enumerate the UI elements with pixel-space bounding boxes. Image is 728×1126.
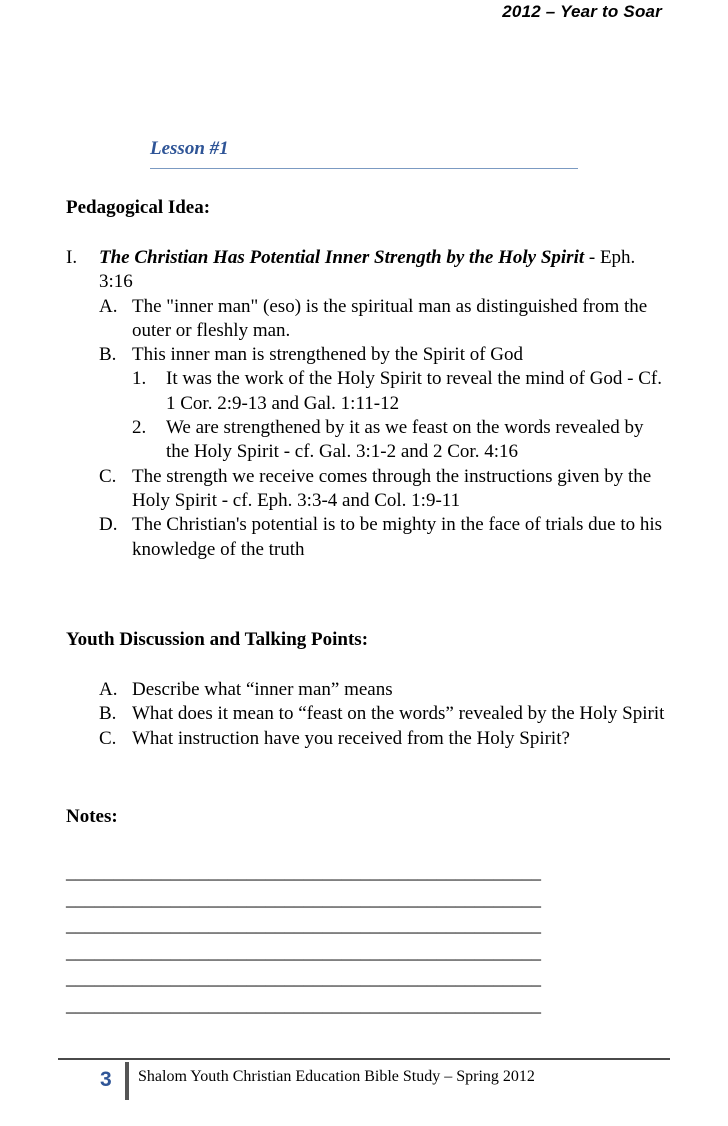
- outline-text: The strength we receive comes through the instructions given by the Holy Spirit - cf. Eph. 3:3-4 and Col. 1:9-11: [132, 465, 652, 511]
- outline-item-c: [66, 465, 666, 514]
- notes-lines: [66, 860, 541, 1020]
- discussion-list: [66, 678, 666, 751]
- discussion-item-a: [66, 678, 666, 702]
- outline-marker: B.: [99, 344, 117, 366]
- footer-divider: [58, 1058, 670, 1060]
- point-i: [66, 246, 666, 295]
- note-line: __________________________________________________: [66, 915, 541, 937]
- running-header: 2012 – Year to Soar: [502, 2, 662, 21]
- footer-separator: [125, 1062, 129, 1100]
- outline-marker: A.: [99, 295, 118, 317]
- outline-text: We are strengthened by it as we feast on the words revealed by the Holy Spirit - cf. Gal. 3:1-2 and 2 Cor. 4:16: [166, 417, 644, 463]
- outline-text: Describe what “inner man” means: [132, 679, 393, 700]
- outline-marker: C.: [99, 465, 117, 487]
- discussion-heading: Youth Discussion and Talking Points:: [66, 629, 369, 650]
- note-line: __________________________________________________: [66, 968, 541, 990]
- pedagogical-heading: Pedagogical Idea:: [66, 197, 211, 218]
- discussion-item-b: [66, 702, 666, 726]
- outline-item-b: [66, 343, 666, 367]
- outline-marker: 1.: [132, 368, 147, 390]
- outline-marker: A.: [99, 679, 118, 700]
- note-line: __________________________________________________: [66, 994, 541, 1016]
- note-line: __________________________________________________: [66, 862, 541, 883]
- outline-text: The "inner man" (eso) is the spiritual man as distinguished from the outer or fleshly man.: [132, 295, 648, 341]
- point-i-reference: - Eph. 3:16: [99, 247, 636, 293]
- point-i-marker: I.: [66, 247, 78, 268]
- outline-marker: D.: [99, 514, 118, 536]
- outline-item-d: [66, 513, 666, 562]
- notes-heading: Notes:: [66, 806, 118, 827]
- outline-text: What instruction have you received from the Holy Spirit?: [132, 727, 570, 749]
- point-i-title: The Christian Has Potential Inner Strength by the Holy Spirit: [99, 247, 585, 268]
- outline-text: The Christian's potential is to be mighty in the face of trials due to his knowledge of the truth: [132, 514, 663, 560]
- discussion-item-c: [66, 727, 666, 751]
- outline-item-a: [66, 295, 666, 344]
- pedagogical-outline: [66, 246, 666, 562]
- footer-text: Shalom Youth Christian Education Bible Study – Spring 2012: [138, 1068, 535, 1085]
- outline-marker: B.: [99, 703, 117, 725]
- outline-subitem-2: [66, 416, 666, 465]
- outline-text: This inner man is strengthened by the Spirit of God: [132, 344, 524, 366]
- page-number: 3: [100, 1068, 112, 1091]
- outline-marker: 2.: [132, 417, 147, 439]
- note-line: __________________________________________________: [66, 888, 541, 910]
- outline-text: It was the work of the Holy Spirit to reveal the mind of God - Cf. 1 Cor. 2:9-13 and Gal. 1:11-12: [166, 368, 663, 414]
- outline-text: What does it mean to “feast on the words” revealed by the Holy Spirit: [132, 703, 665, 725]
- note-line: __________________________________________________: [66, 941, 541, 963]
- lesson-title: Lesson #1: [150, 138, 578, 169]
- outline-subitem-1: [66, 367, 666, 416]
- outline-marker: C.: [99, 727, 117, 749]
